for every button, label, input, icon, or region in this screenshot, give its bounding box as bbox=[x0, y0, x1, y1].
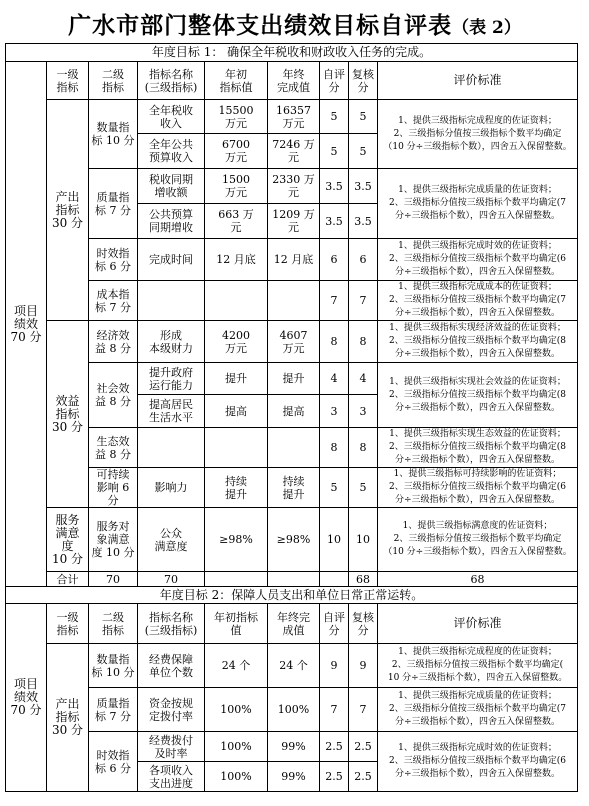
output-label: 产出 指标 30 分 bbox=[47, 100, 89, 321]
init-value bbox=[205, 428, 268, 468]
final-value: 100% bbox=[268, 688, 320, 732]
l2-social: 社会效 益 8 分 bbox=[89, 363, 138, 428]
l2-qty: 数量指 标 10 分 bbox=[89, 644, 138, 688]
l2-qty: 数量指 标 10 分 bbox=[89, 100, 138, 169]
l3-name: 公众 满意度 bbox=[138, 508, 205, 572]
final-value: 12 月底 bbox=[268, 239, 320, 281]
table-row bbox=[6, 644, 578, 688]
eval-criteria: 1、提供三级指标可持续影响的佐证资料； 2、三级指标分值按三级指标个数平均确定(6 分÷三级指标个数），四舍五入保留整数。 bbox=[378, 468, 578, 508]
output-label: 产出 指标 30 分 bbox=[47, 644, 89, 792]
header-l2: 二级 指标 bbox=[89, 604, 138, 644]
eval-criteria: 1、提供三级指标完成质量的佐证资料； 2、三级指标分值按三级指标个数平均确定(7 分÷三级指标个数），四舍五入保留整数。 bbox=[378, 688, 578, 732]
l2-sust: 可持续 影响 6 分 bbox=[89, 468, 138, 508]
header-self: 自评 分 bbox=[320, 604, 349, 644]
review-score: 5 bbox=[349, 100, 378, 134]
header-l2: 二级 指标 bbox=[89, 62, 138, 100]
review-score: 3.5 bbox=[349, 169, 378, 204]
self-score: 2.5 bbox=[320, 762, 349, 792]
header-l1: 一级 指标 bbox=[47, 62, 89, 100]
table-row bbox=[6, 100, 578, 134]
self-score: 10 bbox=[320, 508, 349, 572]
review-score: 7 bbox=[349, 281, 378, 321]
title-suffix: （表 2） bbox=[452, 18, 521, 38]
self-score: 8 bbox=[320, 321, 349, 363]
table-row bbox=[6, 363, 578, 395]
l2-time: 时效指 标 6 分 bbox=[89, 239, 138, 281]
l2-qual: 质量指 标 7 分 bbox=[89, 688, 138, 732]
l3-name bbox=[138, 428, 205, 468]
l2-econ: 经济效 益 8 分 bbox=[89, 321, 138, 363]
init-value: 1500 万元 bbox=[205, 169, 268, 204]
l3-name: 形成 本级财力 bbox=[138, 321, 205, 363]
l3-name: 经费保障 单位个数 bbox=[138, 644, 205, 688]
performance-table bbox=[5, 43, 578, 792]
init-value: 24 个 bbox=[205, 644, 268, 688]
init-value: 持续 提升 bbox=[205, 468, 268, 508]
total-self: 68 bbox=[349, 572, 378, 587]
l2-qual: 质量指 标 7 分 bbox=[89, 169, 138, 239]
eval-criteria: 1、提供三级指标完成时效的佐证资料； 2、三级指标分值按三级指标个数平均确定(6 分÷三级指标个数），四舍五入保留整数。 bbox=[378, 732, 578, 792]
eval-criteria: 1、提供三级指标满意度的佐证资料； 2、三级指标分值按三级指标个数平均确定 （10 分÷三级指标个数），四舍五入保留整数。 bbox=[378, 508, 578, 572]
l3-name: 影响力 bbox=[138, 468, 205, 508]
self-score: 2.5 bbox=[320, 732, 349, 762]
project-perf-label: 项目 绩效 70 分 bbox=[6, 62, 47, 587]
final-value: 4607 万元 bbox=[268, 321, 320, 363]
self-score: 3 bbox=[320, 395, 349, 428]
total-l2: 70 bbox=[138, 572, 205, 587]
init-value: ≥98% bbox=[205, 508, 268, 572]
self-score: 7 bbox=[320, 281, 349, 321]
header-init: 年初指标 值 bbox=[205, 604, 268, 644]
self-score: 5 bbox=[320, 100, 349, 134]
l2-service: 服务对 象满意 度 10 分 bbox=[89, 508, 138, 572]
goal-row bbox=[6, 44, 578, 62]
goal-2: 年度目标 2：保障人员支出和单位日常正常运转。 bbox=[6, 587, 578, 604]
self-score: 5 bbox=[320, 134, 349, 169]
l2-time: 时效指 标 6 分 bbox=[89, 732, 138, 792]
total-label: 合计 bbox=[47, 572, 89, 587]
service-label: 服务 满意 度 10 分 bbox=[47, 508, 89, 572]
table-row bbox=[6, 239, 578, 281]
eval-criteria: 1、提供三级指标完成成本的佐证资料； 2、三级指标分值按三级指标个数平均确定(7 分÷三级指标个数），四舍五入保留整数。 bbox=[378, 281, 578, 321]
init-value: 100% bbox=[205, 688, 268, 732]
review-score: 4 bbox=[349, 363, 378, 395]
l3-name: 提高居民 生活水平 bbox=[138, 395, 205, 428]
review-score: 5 bbox=[349, 468, 378, 508]
eval-criteria: 1、提供三级指标完成程度的佐证资料； 2、三级指标分值按三级指标个数平均确定( 10 分÷三级指标个数），四舍五入保留整数。 bbox=[378, 644, 578, 688]
l3-name: 税收同期 增收额 bbox=[138, 169, 205, 204]
empty-cell bbox=[205, 572, 268, 587]
init-value: 15500 万元 bbox=[205, 100, 268, 134]
l3-name: 提升政府 运行能力 bbox=[138, 363, 205, 395]
review-score: 7 bbox=[349, 688, 378, 732]
table-row bbox=[6, 169, 578, 204]
project-perf-label: 项目 绩效 70 分 bbox=[6, 604, 47, 792]
header-self: 自评 分 bbox=[320, 62, 349, 100]
header-final: 年终完 成值 bbox=[268, 604, 320, 644]
eval-criteria: 1、提供三级指标实现经济效益的佐证资料； 2、三级指标分值按三级指标个数平均确定(8 分÷三级指标个数），四舍五入保留整数。 bbox=[378, 321, 578, 363]
review-score: 3.5 bbox=[349, 204, 378, 239]
init-value bbox=[205, 281, 268, 321]
l3-name: 全年公共 预算收入 bbox=[138, 134, 205, 169]
header-row bbox=[6, 62, 578, 100]
table-row bbox=[6, 468, 578, 508]
init-value: 6700 万元 bbox=[205, 134, 268, 169]
self-score: 9 bbox=[320, 644, 349, 688]
l3-name: 各项收入 支出进度 bbox=[138, 762, 205, 792]
init-value: 100% bbox=[205, 732, 268, 762]
l3-name: 资金按规 定拨付率 bbox=[138, 688, 205, 732]
header-final: 年终 完成值 bbox=[268, 62, 320, 100]
self-score: 5 bbox=[320, 468, 349, 508]
review-score: 5 bbox=[349, 134, 378, 169]
eval-criteria: 1、提供三级指标实现社会效益的佐证资料； 2、三级指标分值按三级指标个数平均确定(8 分÷三级指标个数），四舍五入保留整数。 bbox=[378, 363, 578, 428]
header-init: 年初 指标值 bbox=[205, 62, 268, 100]
final-value: 24 个 bbox=[268, 644, 320, 688]
table-row bbox=[6, 321, 578, 363]
final-value: 7246 万 元 bbox=[268, 134, 320, 169]
final-value: 提升 bbox=[268, 363, 320, 395]
table-row bbox=[6, 732, 578, 762]
benefit-label: 效益 指标 30 分 bbox=[47, 321, 89, 508]
final-value bbox=[268, 281, 320, 321]
eval-criteria: 1、提供三级指标实现生态效益的佐证资料； 2、三级指标分值按三级指标个数平均确定(8 分÷三级指标个数），四舍五入保留整数。 bbox=[378, 428, 578, 468]
l3-name: 经费拨付 及时率 bbox=[138, 732, 205, 762]
goal-row bbox=[6, 587, 578, 604]
final-value: ≥98% bbox=[268, 508, 320, 572]
header-eval: 评价标准 bbox=[378, 604, 578, 644]
header-row bbox=[6, 604, 578, 644]
review-score: 3 bbox=[349, 395, 378, 428]
final-value bbox=[268, 428, 320, 468]
eval-criteria: 1、提供三级指标完成质量的佐证资料； 2、三级指标分值按三级指标个数平均确定(7 分÷三级指标个数），四舍五入保留整数。 bbox=[378, 169, 578, 239]
review-score: 6 bbox=[349, 239, 378, 281]
init-value: 提升 bbox=[205, 363, 268, 395]
l3-name: 全年税收 收入 bbox=[138, 100, 205, 134]
header-review: 复核 分 bbox=[349, 62, 378, 100]
self-score: 3.5 bbox=[320, 169, 349, 204]
init-value: 4200 万元 bbox=[205, 321, 268, 363]
init-value: 提高 bbox=[205, 395, 268, 428]
review-score: 2.5 bbox=[349, 762, 378, 792]
l3-name bbox=[138, 281, 205, 321]
l2-eco: 生态效 益 8 分 bbox=[89, 428, 138, 468]
goal-1: 年度目标 1： 确保全年税收和财政收入任务的完成。 bbox=[6, 44, 578, 62]
final-value: 持续 提升 bbox=[268, 468, 320, 508]
review-score: 8 bbox=[349, 321, 378, 363]
empty-cell bbox=[268, 572, 320, 587]
final-value: 99% bbox=[268, 732, 320, 762]
header-review: 复核 分 bbox=[349, 604, 378, 644]
table-row bbox=[6, 428, 578, 468]
review-score: 9 bbox=[349, 644, 378, 688]
header-eval: 评价标准 bbox=[378, 62, 578, 100]
document-title bbox=[0, 6, 589, 46]
final-value: 1209 万 元 bbox=[268, 204, 320, 239]
header-l3: 指标名称 (三级指标) bbox=[138, 604, 205, 644]
header-l1: 一级 指标 bbox=[47, 604, 89, 644]
final-value: 99% bbox=[268, 762, 320, 792]
review-score: 2.5 bbox=[349, 732, 378, 762]
final-value: 16357 万元 bbox=[268, 100, 320, 134]
table-row bbox=[6, 281, 578, 321]
self-score: 6 bbox=[320, 239, 349, 281]
eval-criteria: 1、提供三级指标完成时效的佐证资料； 2、三级指标分值按三级指标个数平均确定(6 分÷三级指标个数），四舍五入保留整数。 bbox=[378, 239, 578, 281]
total-row bbox=[6, 572, 578, 587]
l3-name: 完成时间 bbox=[138, 239, 205, 281]
total-review: 68 bbox=[378, 572, 578, 587]
total-l1: 70 bbox=[89, 572, 138, 587]
final-value: 提高 bbox=[268, 395, 320, 428]
self-score: 3.5 bbox=[320, 204, 349, 239]
self-score: 8 bbox=[320, 428, 349, 468]
final-value: 2330 万 元 bbox=[268, 169, 320, 204]
eval-criteria: 1、提供三级指标完成程度的佐证资料； 2、三级指标分值按三级指标个数平均确定 （10 分÷三级指标个数），四舍五入保留整数。 bbox=[378, 100, 578, 169]
self-score: 7 bbox=[320, 688, 349, 732]
init-value: 12 月底 bbox=[205, 239, 268, 281]
l3-name: 公共预算 同期增收 bbox=[138, 204, 205, 239]
review-score: 10 bbox=[349, 508, 378, 572]
empty-cell bbox=[320, 572, 349, 587]
l2-cost: 成本指 标 7 分 bbox=[89, 281, 138, 321]
table-row bbox=[6, 508, 578, 572]
table-row bbox=[6, 688, 578, 732]
review-score: 8 bbox=[349, 428, 378, 468]
self-score: 4 bbox=[320, 363, 349, 395]
title-text: 广水市部门整体支出绩效目标自评表 bbox=[68, 12, 453, 39]
init-value: 100% bbox=[205, 762, 268, 792]
header-l3: 指标名称 (三级指标) bbox=[138, 62, 205, 100]
init-value: 663 万 元 bbox=[205, 204, 268, 239]
